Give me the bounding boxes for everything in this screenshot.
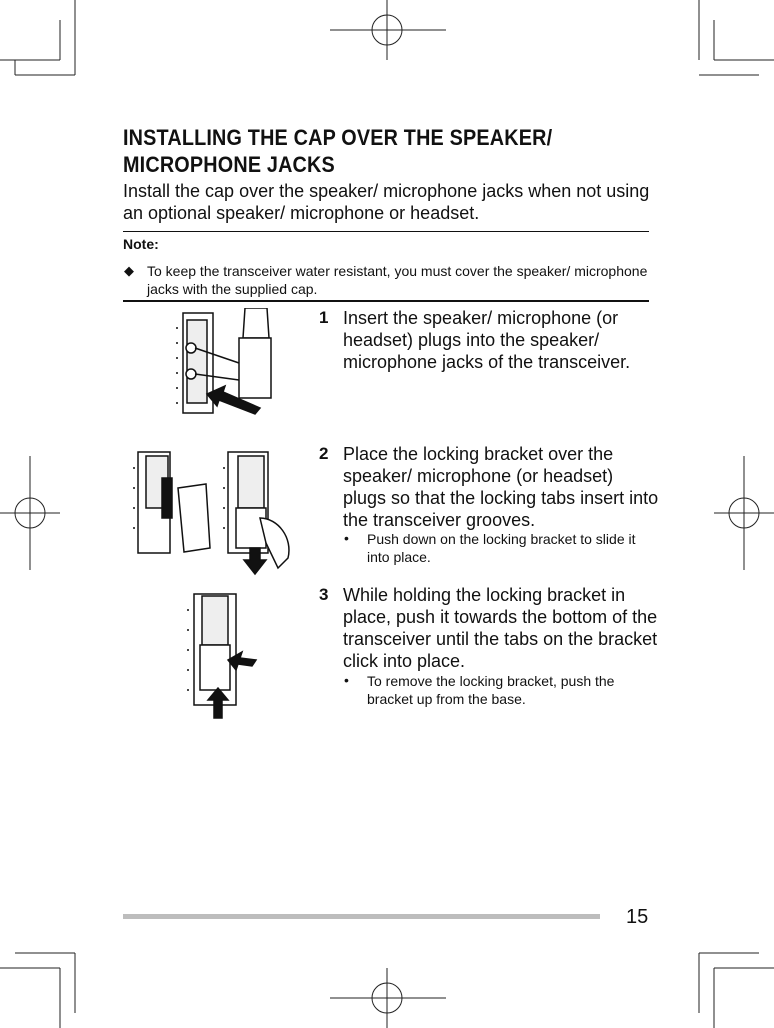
step-1-text: Insert the speaker/ microphone (or headset) plugs into the speaker/ microphone jacks of the transceiver. (343, 308, 631, 372)
illustration-place-bracket (128, 448, 298, 578)
step-2-bullet-icon: • (344, 530, 349, 546)
illustration-insert-plugs (165, 308, 280, 418)
note-diamond-icon: ◆ (124, 263, 134, 278)
step-2-text: Place the locking bracket over the speaker/ microphone (or headset) plugs so that the locking tabs insert into the transceiver grooves. (343, 444, 659, 530)
page-title-line2: MICROPHONE JACKS (123, 152, 335, 177)
page-number: 15 (626, 906, 649, 928)
footer-bar (123, 914, 600, 919)
step-2-number: 2 (319, 444, 329, 463)
page-title (123, 124, 591, 178)
page-title-line1: INSTALLING THE CAP OVER THE SPEAKER/ (123, 125, 553, 150)
note-bottom-divider (123, 300, 649, 302)
note-label: Note: (123, 236, 159, 252)
note-text: To keep the transceiver water resistant, you must cover the speaker/ microphone jacks with the supplied cap. (147, 263, 648, 297)
note-top-divider (123, 231, 649, 232)
step-3-bullet-icon: • (344, 672, 349, 688)
illustration-push-bracket (180, 590, 260, 720)
step-3-text: While holding the locking bracket in place, push it towards the bottom of the transceiver until the tabs on the bracket click into place. (343, 585, 658, 671)
step-3-number: 3 (319, 585, 329, 604)
step-3-bullet-text: To remove the locking bracket, push the bracket up from the base. (367, 673, 615, 707)
step-1-number: 1 (319, 308, 329, 327)
step-2-bullet-text: Push down on the locking bracket to slide it into place. (367, 531, 636, 565)
intro-paragraph: Install the cap over the speaker/ microphone jacks when not using an optional speaker/ microphone or headset. (123, 181, 650, 223)
